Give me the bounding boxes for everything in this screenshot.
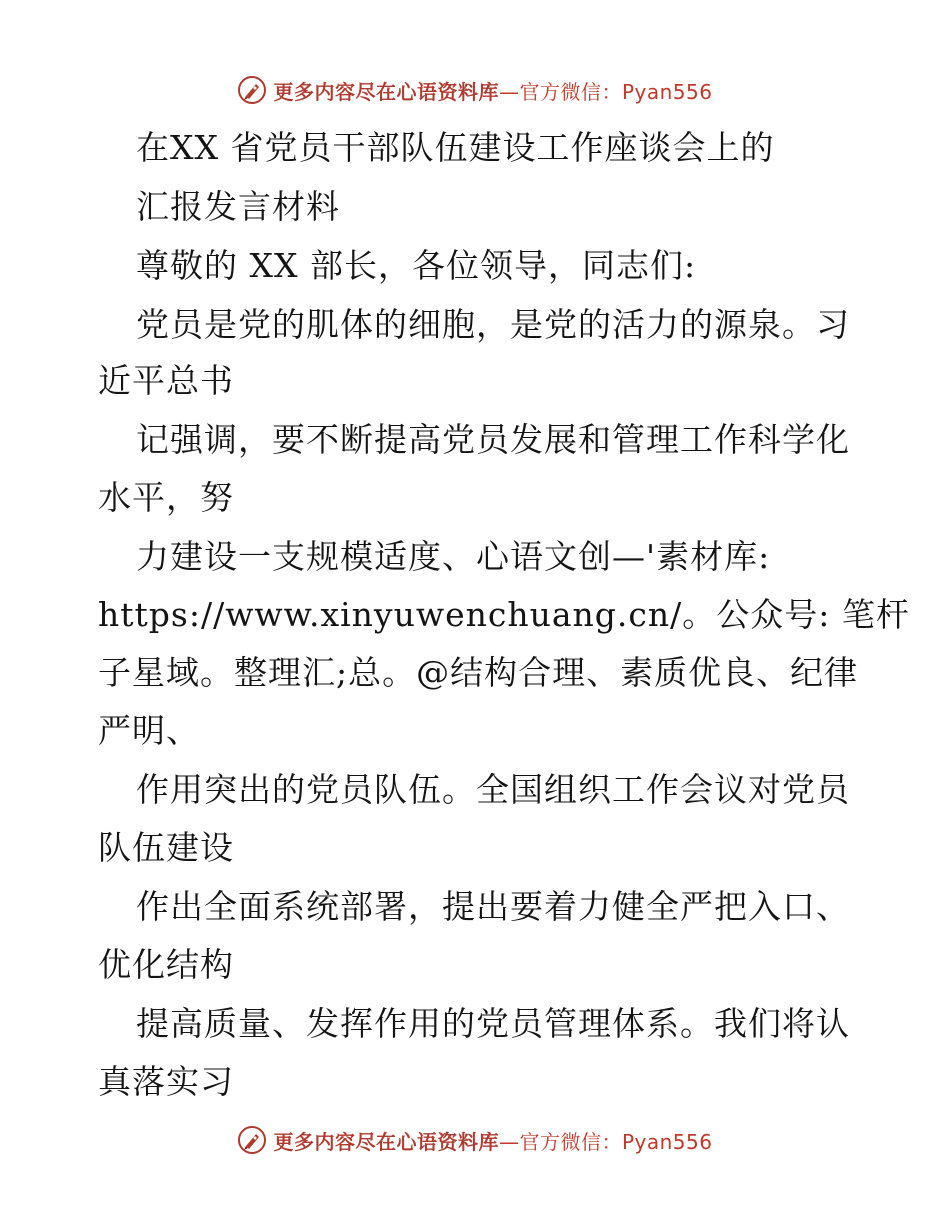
watermark-tail: —官方微信：Pyan556 xyxy=(498,1129,713,1154)
footer-watermark-banner xyxy=(0,1120,950,1160)
salutation-line: 尊敬的 XX 部长，各位领导，同志们: xyxy=(136,246,697,285)
paragraph-line: 提高质量、发挥作用的党员管理体系。我们将认 xyxy=(136,1004,850,1043)
watermark-lead: 更多内容尽在心语资料库 xyxy=(273,1129,499,1154)
paragraph-line: 真落实习 xyxy=(98,1062,234,1101)
paragraph-line: https://www.xinyuwenchuang.cn/。公众号: 笔杆 xyxy=(98,595,910,634)
watermark-text xyxy=(273,1126,712,1155)
paragraph-line: 近平总书 xyxy=(98,361,234,400)
watermark-tail: —官方微信：Pyan556 xyxy=(498,79,713,104)
paragraph-line: 作出全面系统部署，提出要着力健全严把入口、 xyxy=(136,887,850,926)
paragraph-line: 力建设一支规模适度、心语文创—'素材库: xyxy=(136,537,771,576)
paragraph-line: 记强调，要不断提高党员发展和管理工作科学化 xyxy=(136,420,850,459)
watermark-lead: 更多内容尽在心语资料库 xyxy=(273,79,499,104)
doc-title-line-2: 汇报发言材料 xyxy=(136,187,340,226)
paragraph-line: 优化结构 xyxy=(98,945,234,984)
paragraph-line: 水平，努 xyxy=(98,478,234,517)
doc-title-line-1: 在XX 省党员干部队伍建设工作座谈会上的 xyxy=(136,128,775,167)
paragraph-line: 党员是党的肌体的细胞，是党的活力的源泉。习 xyxy=(136,305,850,344)
pen-nib-logo-icon xyxy=(237,75,267,105)
header-watermark-banner xyxy=(0,70,950,110)
paragraph-line: 作用突出的党员队伍。全国组织工作会议对党员 xyxy=(136,770,850,809)
paragraph-line: 队伍建设 xyxy=(98,828,234,867)
paragraph-line: 子星域。整理汇;总。@结构合理、素质优良、纪律 xyxy=(98,653,859,692)
paragraph-line: 严明、 xyxy=(98,711,200,750)
pen-nib-logo-icon xyxy=(237,1125,267,1155)
watermark-text xyxy=(273,76,712,105)
